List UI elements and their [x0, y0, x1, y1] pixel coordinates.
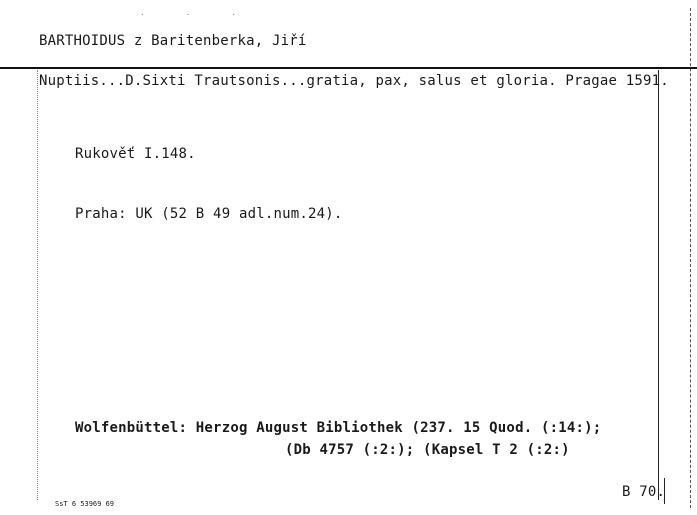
bibliographic-reference: Rukověť I.148.: [75, 146, 196, 162]
printer-imprint: SsT 6 53969 69: [55, 500, 115, 508]
title-entry: Nuptiis...D.Sixti Trautsonis...gratia, pax, salus et gloria. Pragae 1591.: [39, 73, 669, 89]
holding-wolfenbuttel-line-2: (Db 4757 (:2:); (Kapsel T 2 (:2:): [285, 442, 570, 458]
header-rule: [0, 67, 697, 69]
card-edge: [690, 8, 691, 508]
paper-specks: · · ·: [140, 10, 255, 19]
holding-prague: Praha: UK (52 B 49 adl.num.24).: [75, 206, 343, 222]
author-heading: BARTHOIDUS z Baritenberka, Jiří: [39, 33, 307, 49]
right-margin-rule: [658, 70, 659, 500]
shelfmark: B 70.: [622, 484, 666, 500]
left-margin-rule: [37, 70, 38, 500]
holding-wolfenbuttel-line-1: Wolfenbüttel: Herzog August Bibliothek (237. 15 Quod. (:14:);: [75, 420, 602, 436]
